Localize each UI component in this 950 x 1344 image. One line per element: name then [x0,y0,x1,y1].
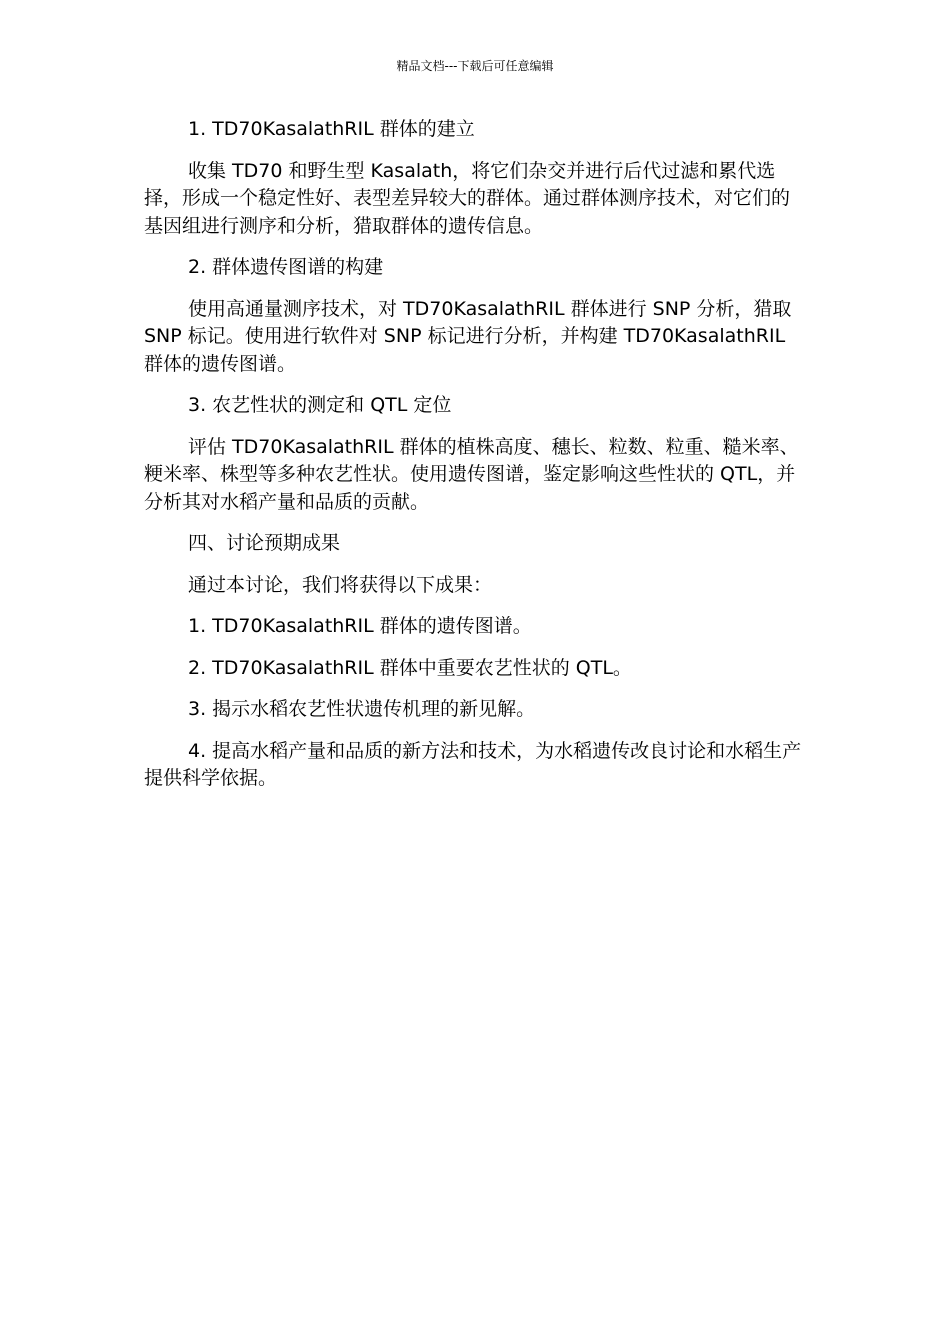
list-item-result-3: 3. 揭示水稻农艺性状遗传机理的新见解。 [188,698,536,720]
list-item-result-1: 1. TD70KasalathRIL 群体的遗传图谱。 [188,615,532,637]
list-item-result-2: 2. TD70KasalathRIL 群体中重要农艺性状的 QTL。 [188,656,632,679]
document-body [144,116,806,807]
paragraph-genetic-map: 使用高通量测序技术，对 TD70KasalathRIL 群体进行 SNP 分析，猎取 SNP 标记。使用进行软件对 SNP 标记进行分析，并构建 TD70KasalathRIL 群体的遗传图谱。 [144,297,792,375]
section-heading-expected-results: 四、讨论预期成果 [188,532,341,554]
section-heading-qtl-mapping: 3. 农艺性状的测定和 QTL 定位 [188,394,452,416]
section-heading-ril-construction: 1. TD70KasalathRIL 群体的建立 [188,118,475,140]
paragraph-ril-construction: 收集 TD70 和野生型 Kasalath，将它们杂交并进行后代过滤和累代选择，形成一个稳定性好、表型差异较大的群体。通过群体测序技术，对它们的基因组进行测序和分析，猎取群体的遗传信息。 [144,159,791,237]
paragraph-qtl-mapping: 评估 TD70KasalathRIL 群体的植株高度、穗长、粒数、粒重、糙米率、粳米率、株型等多种农艺性状。使用遗传图谱，鉴定影响这些性状的 QTL，并分析其对水稻产量和品质的贡献。 [144,435,799,513]
section-heading-genetic-map: 2. 群体遗传图谱的构建 [188,256,384,278]
page-header: 精品文档---下载后可任意编辑 [396,59,554,73]
list-item-result-4: 4. 提高水稻产量和品质的新方法和技术，为水稻遗传改良讨论和水稻生产提供科学依据。 [144,739,802,789]
paragraph-results-intro: 通过本讨论，我们将获得以下成果： [188,573,493,596]
